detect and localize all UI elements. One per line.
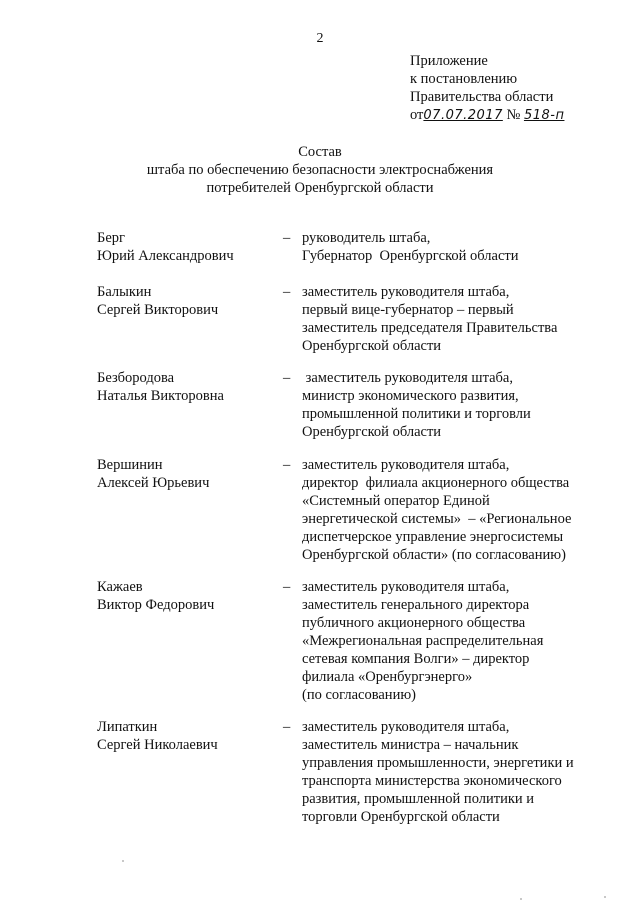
member-position-line: заместитель министра – начальник bbox=[302, 737, 519, 753]
member-name bbox=[97, 283, 282, 319]
member-dash: – bbox=[283, 284, 291, 300]
member-position-line: Оренбургской области bbox=[302, 424, 442, 440]
member-position-line: сетевая компания Волги» – директор bbox=[302, 651, 530, 667]
scan-speck bbox=[122, 860, 124, 862]
member-given-names: Сергей Викторович bbox=[97, 302, 219, 318]
appendix-block bbox=[410, 52, 630, 125]
member-position bbox=[302, 718, 602, 826]
member-position-line: заместитель генерального директора bbox=[302, 597, 530, 613]
title-line-3: потребителей Оренбургской области bbox=[206, 180, 434, 196]
member-position-line: «Системный оператор Единой bbox=[302, 493, 490, 509]
member-position-line: заместитель руководителя штаба, bbox=[302, 579, 510, 595]
scan-speck bbox=[520, 898, 522, 900]
member-surname: Берг bbox=[97, 230, 125, 246]
member-position bbox=[302, 283, 602, 355]
member-position-line: заместитель руководителя штаба, bbox=[302, 370, 513, 386]
member-dash: – bbox=[283, 457, 291, 473]
member-surname: Липаткин bbox=[97, 719, 158, 735]
member-given-names: Наталья Викторовна bbox=[97, 388, 224, 404]
member-dash: – bbox=[283, 579, 291, 595]
member-position-line: Оренбургской области bbox=[302, 338, 442, 354]
member-surname: Вершинин bbox=[97, 457, 163, 473]
member-name bbox=[97, 229, 282, 265]
member-position bbox=[302, 229, 602, 265]
document-title bbox=[0, 143, 640, 197]
member-position-line: развития, промышленной политики и bbox=[302, 791, 535, 807]
member-position bbox=[302, 369, 602, 441]
member-position-line: публичного акционерного общества bbox=[302, 615, 526, 631]
scan-speck bbox=[604, 896, 606, 898]
member-position-line: Губернатор Оренбургской области bbox=[302, 248, 519, 264]
member-position-line: заместитель председателя Правительства bbox=[302, 320, 558, 336]
appendix-date-line bbox=[410, 106, 630, 125]
member-position-line: торговли Оренбургской области bbox=[302, 809, 500, 825]
member-position-line: энергетической системы» – «Региональное bbox=[302, 511, 572, 527]
number-prefix: № bbox=[506, 107, 521, 123]
member-position-line: министр экономического развития, bbox=[302, 388, 519, 404]
handwritten-date: 07.07.2017 bbox=[423, 108, 503, 123]
member-position-line: заместитель руководителя штаба, bbox=[302, 284, 510, 300]
member-name bbox=[97, 456, 282, 492]
member-position-line: «Межрегиональная распределительная bbox=[302, 633, 544, 649]
title-line-1: Состав bbox=[298, 144, 342, 160]
appendix-line-1: Приложение bbox=[410, 53, 488, 69]
member-position-line: диспетчерское управление энергосистемы bbox=[302, 529, 564, 545]
appendix-line-3: Правительства области bbox=[410, 89, 554, 105]
member-position-line: первый вице-губернатор – первый bbox=[302, 302, 514, 318]
member-position-line: руководитель штаба, bbox=[302, 230, 431, 246]
member-position-line: филиала «Оренбургэнерго» bbox=[302, 669, 473, 685]
member-name bbox=[97, 369, 282, 405]
member-position-line: управления промышленности, энергетики и bbox=[302, 755, 574, 771]
member-position-line: Оренбургской области» (по согласованию) bbox=[302, 547, 566, 563]
handwritten-number: 518-п bbox=[523, 108, 565, 123]
member-name bbox=[97, 578, 282, 614]
member-position-line: заместитель руководителя штаба, bbox=[302, 457, 510, 473]
member-surname: Балыкин bbox=[97, 284, 152, 300]
member-surname: Безбородова bbox=[97, 370, 175, 386]
member-position-line: директор филиала акционерного общества bbox=[302, 475, 570, 491]
member-surname: Кажаев bbox=[97, 579, 143, 595]
member-position bbox=[302, 578, 602, 704]
member-position-line: транспорта министерства экономического bbox=[302, 773, 562, 789]
member-dash: – bbox=[283, 719, 291, 735]
member-position-line: промышленной политики и торговли bbox=[302, 406, 531, 422]
member-dash: – bbox=[283, 230, 291, 246]
appendix-line-2: к постановлению bbox=[410, 71, 518, 87]
member-name bbox=[97, 718, 282, 754]
member-dash: – bbox=[283, 370, 291, 386]
member-position bbox=[302, 456, 602, 564]
member-given-names: Юрий Александрович bbox=[97, 248, 234, 264]
member-position-line: заместитель руководителя штаба, bbox=[302, 719, 510, 735]
member-given-names: Виктор Федорович bbox=[97, 597, 215, 613]
page-number: 2 bbox=[316, 31, 324, 46]
title-line-2: штаба по обеспечению безопасности электроснабжения bbox=[146, 162, 494, 178]
member-given-names: Сергей Николаевич bbox=[97, 737, 218, 753]
member-given-names: Алексей Юрьевич bbox=[97, 475, 210, 491]
member-position-line: (по согласованию) bbox=[302, 687, 416, 703]
from-prefix: от bbox=[410, 107, 424, 123]
